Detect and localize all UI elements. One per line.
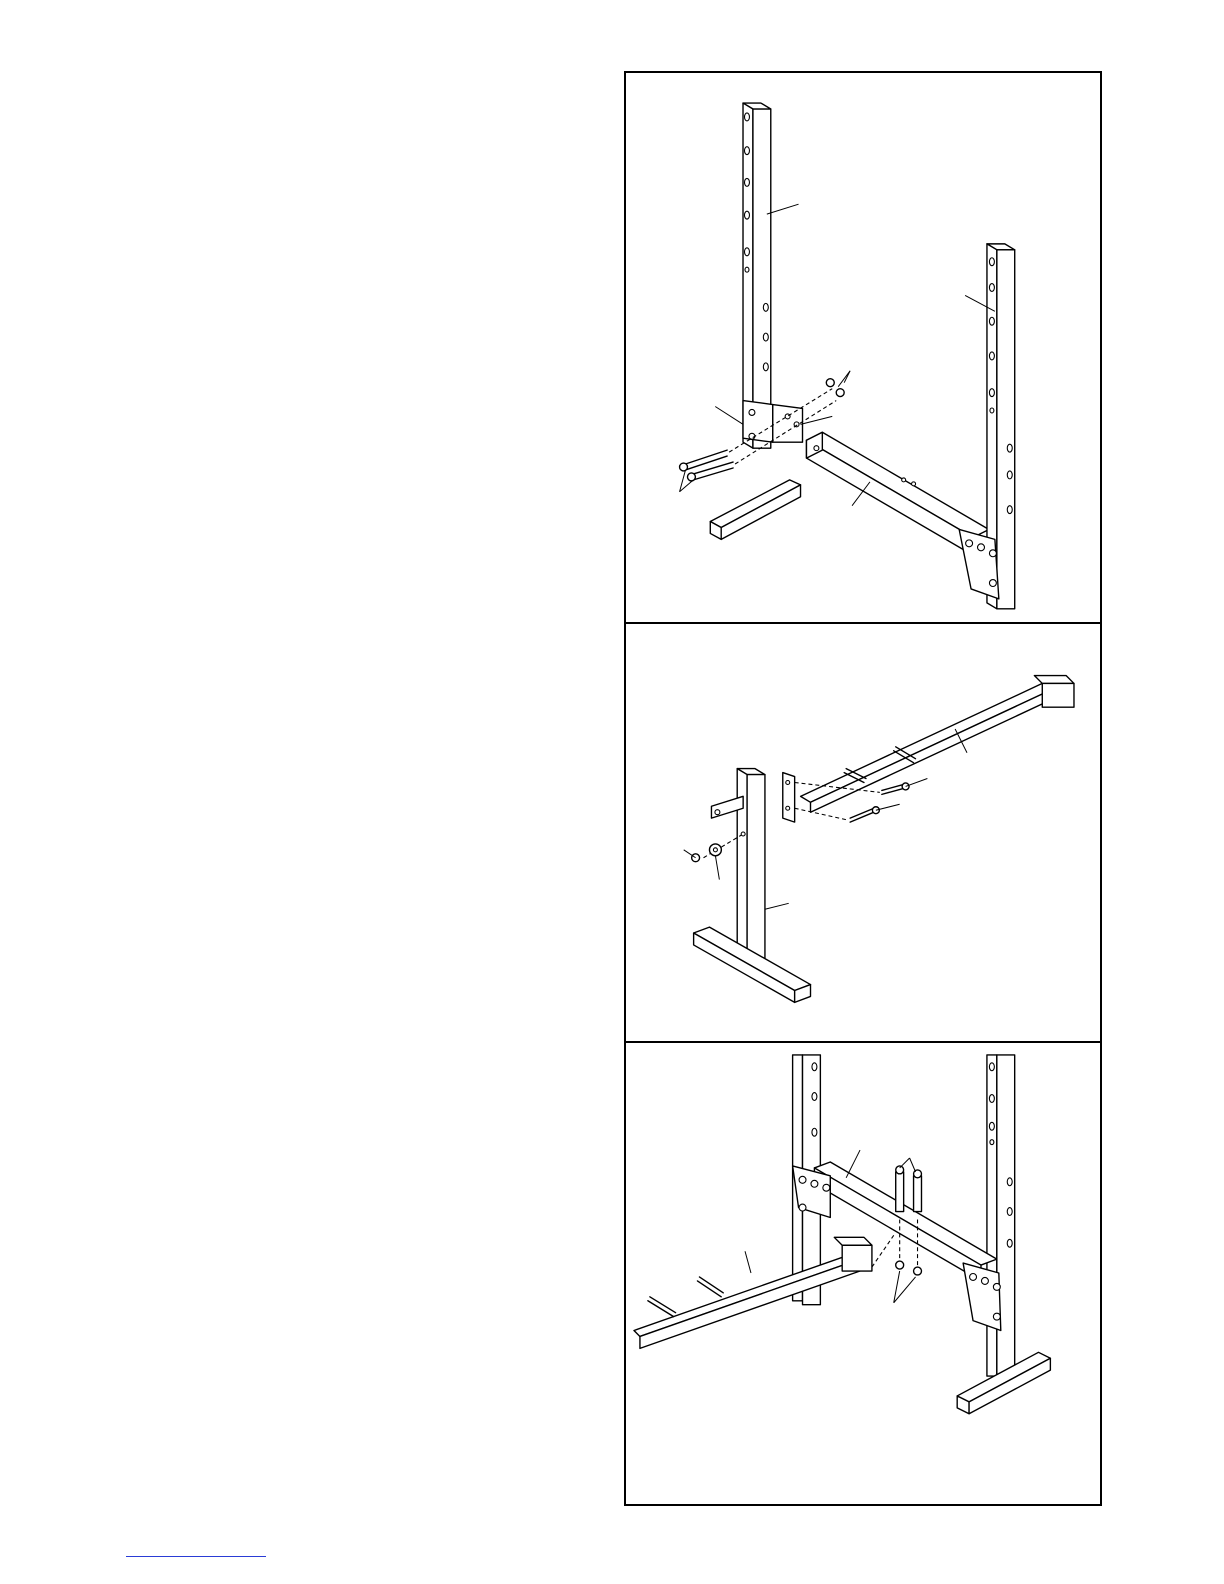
upright-assembly-drawing	[626, 73, 1100, 622]
right-bracket	[959, 529, 999, 598]
seat-bar-crossbar-drawing	[626, 1043, 1100, 1504]
right-upright	[957, 1055, 1050, 1414]
nuts	[826, 379, 844, 397]
left-upright	[710, 103, 800, 539]
front-leg-assembly-drawing	[626, 624, 1100, 1041]
footer-rule	[126, 1556, 266, 1557]
seat-bar-plate	[783, 773, 795, 823]
seat-bar	[634, 1237, 872, 1348]
left-bracket	[743, 401, 802, 443]
assembly-figure-step-3	[624, 1041, 1102, 1506]
assembly-figure-step-2	[624, 622, 1102, 1043]
nut-and-washer	[692, 844, 722, 862]
seat-bar	[801, 676, 1074, 813]
assembly-figure-step-1	[624, 71, 1102, 624]
